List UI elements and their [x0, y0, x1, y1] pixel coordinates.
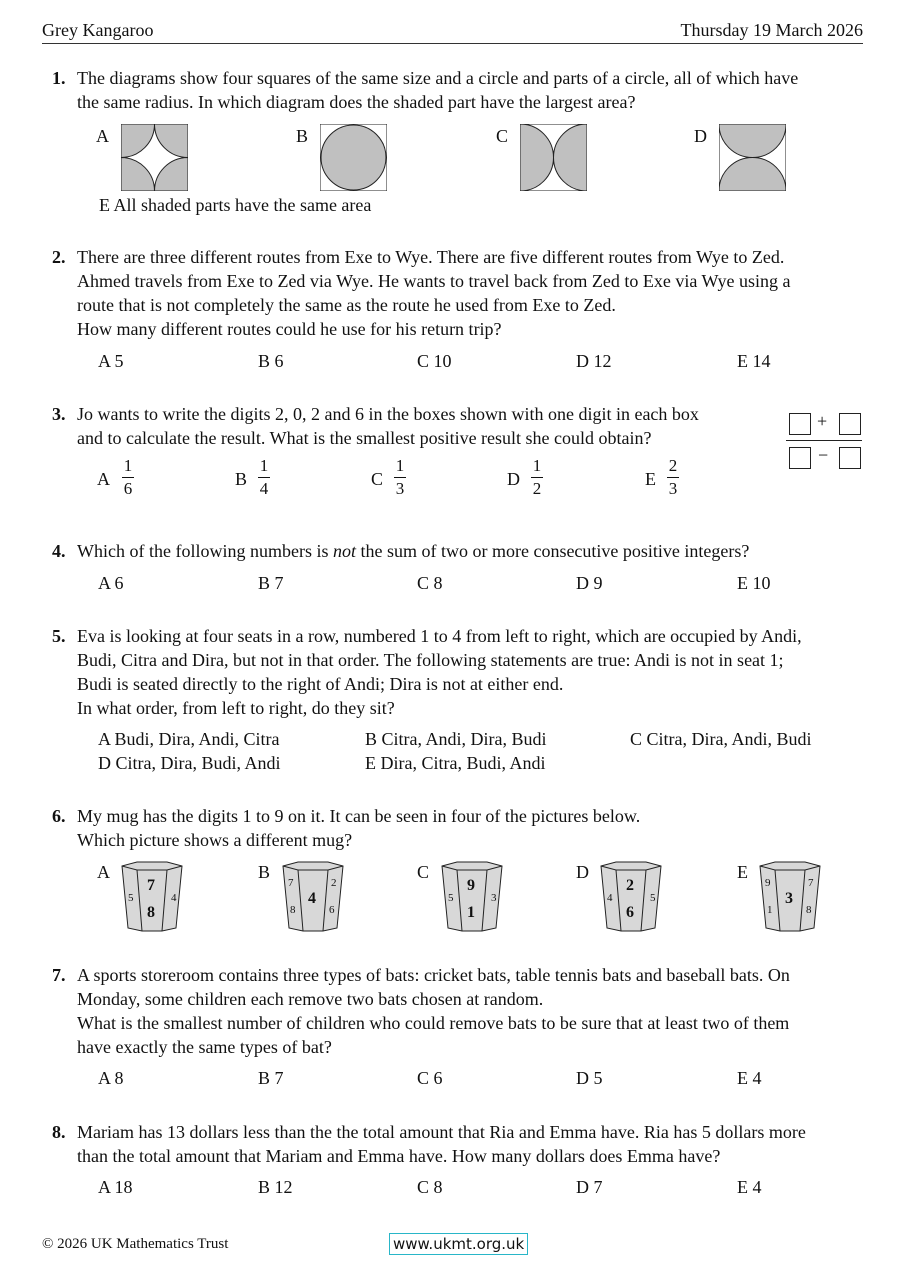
mug-d-left: 4	[607, 892, 613, 904]
q4-text-pre: Which of the following numbers is	[77, 541, 333, 561]
q1-diagram-a	[121, 124, 188, 191]
q3-b-num: 1	[259, 456, 269, 475]
q7-line-3: What is the smallest number of children who could remove bats to be sure that at least two of them	[77, 1013, 790, 1033]
q1-number: 1.	[52, 68, 66, 88]
q6-mug-d	[598, 860, 664, 932]
header-date: Thursday 19 March 2026	[680, 20, 863, 40]
q1-diagram-b	[320, 124, 387, 191]
q5-option-d: D Citra, Dira, Budi, Andi	[98, 753, 281, 773]
mug-c-right: 3	[491, 892, 497, 904]
q3-e-num: 2	[668, 456, 678, 475]
q5-line-2: Budi, Citra and Dira, but not in that order. The following statements are true: Andi is not in seat 1;	[77, 650, 784, 670]
q8-number: 8.	[52, 1122, 66, 1142]
q1-label-c: C	[496, 126, 509, 146]
q3-line-2: and to calculate the result. What is the smallest positive result she could obtain?	[77, 428, 652, 448]
q7-line-2: Monday, some children each remove two bats chosen at random.	[77, 989, 544, 1009]
footer-website-link[interactable]: www.ukmt.org.uk	[389, 1233, 528, 1255]
q2-option-e: E 14	[737, 351, 771, 371]
q7-option-c: C 6	[417, 1068, 443, 1088]
q3-option-d-letter: D	[507, 469, 520, 489]
q1-label-b: B	[296, 126, 309, 146]
q3-c-den: 3	[395, 479, 405, 498]
q3-c-num: 1	[395, 456, 405, 475]
q3-box-1	[789, 413, 811, 435]
mug-e-left-bottom: 1	[767, 904, 773, 916]
q8-option-e: E 4	[737, 1177, 762, 1197]
q6-number: 6.	[52, 806, 66, 826]
q6-mug-e	[757, 860, 823, 932]
q3-a-num: 1	[123, 456, 133, 475]
q6-label-b: B	[258, 862, 271, 882]
q6-label-a: A	[97, 862, 110, 882]
q2-option-a: A 5	[98, 351, 124, 371]
q3-option-b-fraction	[258, 456, 270, 498]
mug-d-top: 2	[626, 877, 634, 894]
mug-a-right: 4	[171, 892, 177, 904]
q3-number: 3.	[52, 404, 66, 424]
q2-option-c: C 10	[417, 351, 452, 371]
q1-diagram-c	[520, 124, 587, 191]
header-rule	[42, 43, 863, 44]
q1-label-d: D	[694, 126, 707, 146]
q3-option-e-fraction	[667, 456, 679, 498]
q4-number: 4.	[52, 541, 66, 561]
mug-d-bottom: 6	[626, 904, 634, 921]
q3-fraction-bar	[786, 440, 862, 441]
q7-option-e: E 4	[737, 1068, 762, 1088]
q3-d-num: 1	[532, 456, 542, 475]
q1-line-1: The diagrams show four squares of the same size and a circle and parts of a circle, all of which have	[77, 68, 799, 88]
q1-label-a: A	[96, 126, 109, 146]
q6-line-2: Which picture shows a different mug?	[77, 830, 353, 850]
q4-text-post: the sum of two or more consecutive positive integers?	[355, 541, 750, 561]
q4-line-1	[77, 540, 749, 562]
header-title: Grey Kangaroo	[42, 20, 154, 40]
q4-option-b: B 7	[258, 573, 284, 593]
q3-option-c-letter: C	[371, 469, 384, 489]
q2-number: 2.	[52, 247, 66, 267]
q3-box-3	[789, 447, 811, 469]
mug-a-left: 5	[128, 892, 134, 904]
q5-option-e: E Dira, Citra, Budi, Andi	[365, 753, 546, 773]
q5-option-a: A Budi, Dira, Andi, Citra	[98, 729, 280, 749]
q2-line-2: Ahmed travels from Exe to Zed via Wye. He wants to travel back from Zed to Exe via Wye using a	[77, 271, 791, 291]
mug-d-right: 5	[650, 892, 656, 904]
q2-line-1: There are three different routes from Exe to Wye. There are five different routes from Wye to Zed.	[77, 247, 785, 267]
mug-a-top: 7	[147, 877, 155, 894]
q3-option-c-fraction	[394, 456, 406, 498]
q3-option-a-fraction	[122, 456, 134, 498]
q3-line-1: Jo wants to write the digits 2, 0, 2 and 6 in the boxes shown with one digit in each box	[77, 404, 699, 424]
q3-box-2	[839, 413, 861, 435]
q6-line-1: My mug has the digits 1 to 9 on it. It can be seen in four of the pictures below.	[77, 806, 641, 826]
q5-option-b: B Citra, Andi, Dira, Budi	[365, 729, 547, 749]
mug-c-top: 9	[467, 877, 475, 894]
q2-line-4: How many different routes could he use for his return trip?	[77, 319, 502, 339]
q3-option-e-letter: E	[645, 469, 656, 489]
q1-diagram-d	[719, 124, 786, 191]
q8-option-a: A 18	[98, 1177, 133, 1197]
q8-option-d: D 7	[576, 1177, 603, 1197]
mug-b-left-bottom: 8	[290, 904, 296, 916]
mug-b-left-top: 7	[288, 877, 294, 889]
q1-option-e: E All shaded parts have the same area	[99, 195, 372, 215]
q7-option-a: A 8	[98, 1068, 124, 1088]
q5-line-1: Eva is looking at four seats in a row, numbered 1 to 4 from left to right, which are occupied by Andi,	[77, 626, 802, 646]
mug-b-center: 4	[308, 890, 316, 907]
mug-e-center: 3	[785, 890, 793, 907]
mug-e-right-top: 7	[808, 877, 814, 889]
q3-option-a-letter: A	[97, 469, 110, 489]
q2-option-b: B 6	[258, 351, 284, 371]
mug-a-bottom: 8	[147, 904, 155, 921]
footer-copyright: © 2026 UK Mathematics Trust	[42, 1236, 229, 1252]
mug-b-right-top: 2	[331, 877, 337, 889]
q6-label-c: C	[417, 862, 430, 882]
q4-option-c: C 8	[417, 573, 443, 593]
q7-number: 7.	[52, 965, 66, 985]
q5-line-4: In what order, from left to right, do they sit?	[77, 698, 395, 718]
q6-mug-b	[280, 860, 346, 932]
q6-label-d: D	[576, 862, 589, 882]
q3-minus: −	[818, 445, 829, 465]
q7-line-1: A sports storeroom contains three types of bats: cricket bats, table tennis bats and baseball bats. On	[77, 965, 790, 985]
mug-c-left: 5	[448, 892, 454, 904]
q8-option-b: B 12	[258, 1177, 293, 1197]
q4-option-d: D 9	[576, 573, 603, 593]
q5-number: 5.	[52, 626, 66, 646]
q7-option-d: D 5	[576, 1068, 603, 1088]
mug-e-right-bottom: 8	[806, 904, 812, 916]
q6-mug-c	[439, 860, 505, 932]
q6-label-e: E	[737, 862, 748, 882]
q2-line-3: route that is not completely the same as the route he used from Exe to Zed.	[77, 295, 616, 315]
q4-option-e: E 10	[737, 573, 771, 593]
mug-c-bottom: 1	[467, 904, 475, 921]
q3-d-den: 2	[532, 479, 542, 498]
q4-text-emphasis: not	[332, 541, 356, 561]
q8-line-2: than the total amount that Mariam and Emma have. How many dollars does Emma have?	[77, 1146, 721, 1166]
q5-line-3: Budi is seated directly to the right of Andi; Dira is not at either end.	[77, 674, 564, 694]
q3-plus: +	[817, 411, 828, 431]
q3-e-den: 3	[668, 479, 678, 498]
q3-a-den: 6	[123, 479, 133, 498]
q6-mug-a	[119, 860, 185, 932]
q1-line-2: the same radius. In which diagram does the shaded part have the largest area?	[77, 92, 636, 112]
q3-b-den: 4	[259, 479, 269, 498]
mug-b-right-bottom: 6	[329, 904, 335, 916]
q7-line-4: have exactly the same types of bat?	[77, 1037, 332, 1057]
q8-line-1: Mariam has 13 dollars less than the the total amount that Ria and Emma have. Ria has 5 dollars more	[77, 1122, 806, 1142]
q2-option-d: D 12	[576, 351, 612, 371]
q7-option-b: B 7	[258, 1068, 284, 1088]
q3-box-4	[839, 447, 861, 469]
q5-option-c: C Citra, Dira, Andi, Budi	[630, 729, 812, 749]
q8-option-c: C 8	[417, 1177, 443, 1197]
q3-option-b-letter: B	[235, 469, 248, 489]
q4-option-a: A 6	[98, 573, 124, 593]
q3-option-d-fraction	[531, 456, 543, 498]
mug-e-left-top: 9	[765, 877, 771, 889]
